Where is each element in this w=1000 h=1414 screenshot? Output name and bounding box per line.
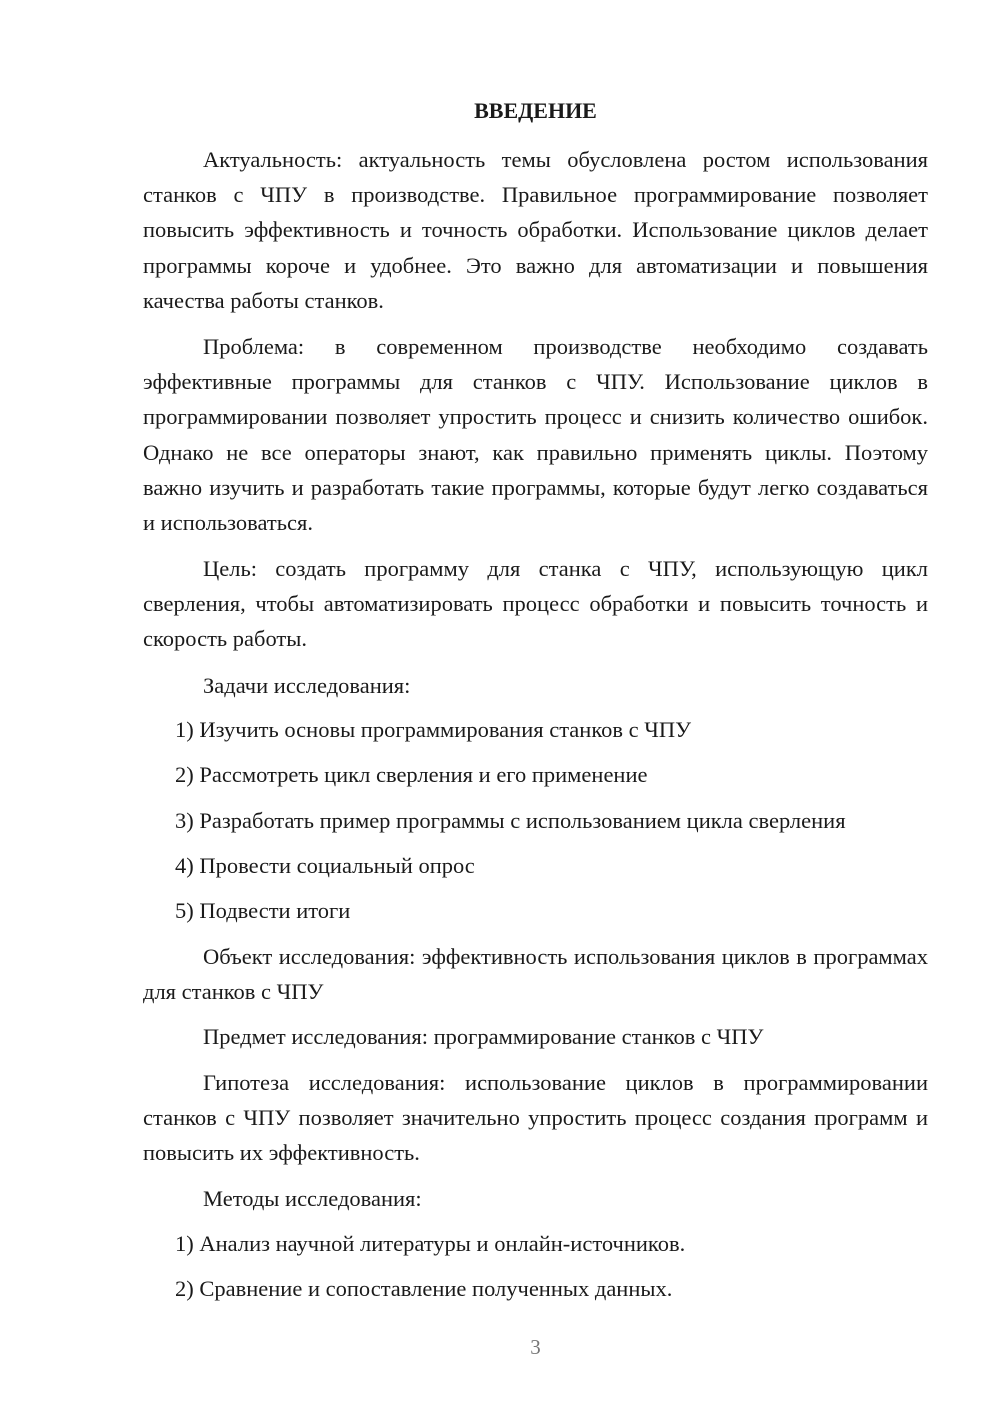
task-item-2: 2) Рассмотреть цикл сверления и его применение [175, 762, 648, 787]
task-item-5: 5) Подвести итоги [175, 898, 351, 923]
paragraph-object: Объект исследования: эффективность использования циклов в программах для станков с ЧПУ [143, 944, 928, 1005]
task-item-1: 1) Изучить основы программирования станков с ЧПУ [175, 717, 692, 742]
task-item-3: 3) Разработать пример программы с использованием цикла сверления [175, 808, 846, 833]
paragraph-problem: Проблема: в современном производстве необходимо создавать эффективные программы для станков с ЧПУ. Использование циклов в программировании позволяет упростить процесс и снизить количество ошибок. Однако не все операторы знают, как правильно применять циклы. Поэтому важно изучить и разработать такие программы, которые будут легко создаваться и использоваться. [143, 334, 928, 536]
document-page [143, 0, 928, 1414]
document-title: ВВЕДЕНИЕ [474, 98, 597, 123]
page-number: 3 [530, 1335, 541, 1359]
methods-heading: Методы исследования: [203, 1186, 422, 1211]
paragraph-goal: Цель: создать программу для станка с ЧПУ, использующую цикл сверления, чтобы автоматизировать процесс обработки и повысить точность и скорость работы. [143, 556, 928, 652]
paragraph-subject: Предмет исследования: программирование станков с ЧПУ [203, 1024, 764, 1049]
tasks-heading: Задачи исследования: [203, 673, 411, 698]
paragraph-relevance: Актуальность: актуальность темы обусловлена ростом использования станков с ЧПУ в производстве. Правильное программирование позволяет повысить эффективность и точность обработки. Использование циклов делает программы короче и удобнее. Это важно для автоматизации и повышения качества работы станков. [143, 147, 928, 313]
paragraph-hypothesis: Гипотеза исследования: использование циклов в программировании станков с ЧПУ позволяет значительно упростить процесс создания программ и повысить их эффективность. [143, 1070, 928, 1166]
task-item-4: 4) Провести социальный опрос [175, 853, 475, 878]
method-item-1: 1) Анализ научной литературы и онлайн-источников. [175, 1231, 686, 1256]
method-item-2: 2) Сравнение и сопоставление полученных данных. [175, 1276, 673, 1301]
